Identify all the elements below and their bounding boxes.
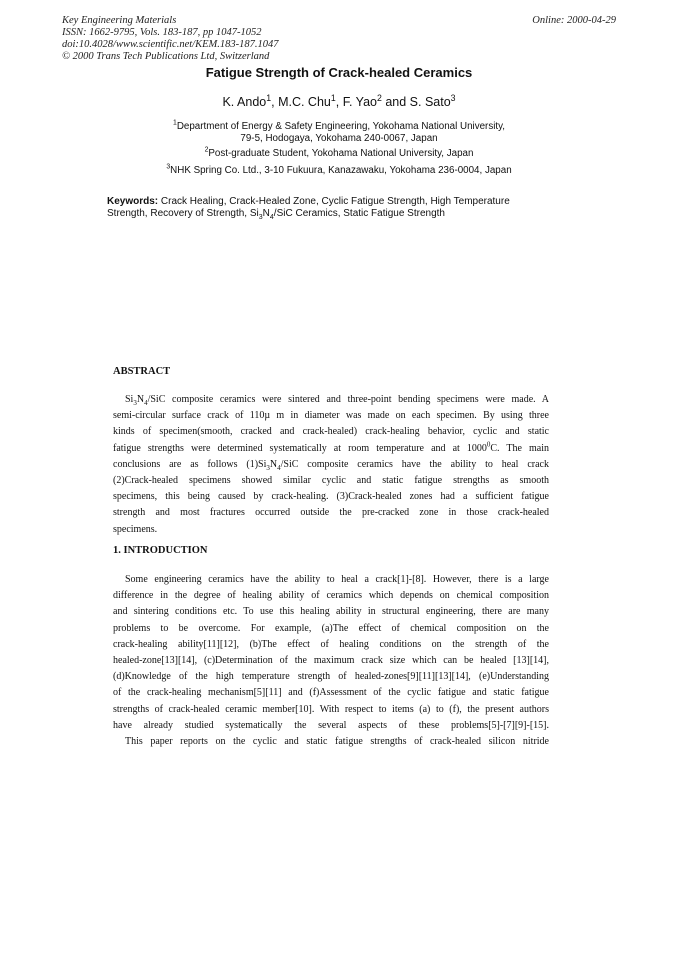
intro-heading: 1. INTRODUCTION <box>113 545 208 556</box>
abstract-text: fatigue strengths were determined systematically at room temperature and at 1000 <box>113 442 487 454</box>
author-affil-sup: 2 <box>376 92 382 103</box>
abstract-text: Si <box>125 394 134 405</box>
abstract-text: N <box>269 458 278 470</box>
copyright-line: © 2000 Trans Tech Publications Ltd, Switzerland <box>62 51 270 62</box>
affil-sup: 2 <box>204 146 209 154</box>
author-sep: , <box>271 95 279 109</box>
online-date: Online: 2000-04-29 <box>532 15 616 26</box>
intro-line: and sintering conditions etc. To use this healing ability in structural engineering, there are many <box>113 606 549 618</box>
subscript: 4 <box>144 399 148 407</box>
affil-line: Post-graduate Student, Yokohama National University, Japan <box>208 148 474 159</box>
subscript: 3 <box>258 214 263 221</box>
intro-line: (d)Knowledge of the high temperature strength of healed-zones[9][11][13][14], (e)Understanding <box>113 671 549 683</box>
affiliation-1 <box>0 121 678 145</box>
author-list <box>0 92 678 109</box>
intro-line: problems to be overcome. For example, (a)The effect of chemical composition on the <box>113 622 549 634</box>
author-name: S. Sato <box>409 95 451 109</box>
author-sep: and <box>381 95 410 109</box>
journal-name: Key Engineering Materials <box>62 15 177 26</box>
abstract-body <box>113 392 549 538</box>
intro-line: crack-healing ability[11][12], (b)The effect of healing conditions on the strength of the <box>113 638 549 650</box>
affiliation-3 <box>0 165 678 177</box>
keywords-block <box>107 196 567 220</box>
keywords-text: Crack Healing, Crack-Healed Zone, Cyclic Fatigue Strength, High Temperature <box>160 196 510 207</box>
keywords-text: Strength, Recovery of Strength, Si <box>107 208 259 219</box>
abstract-line: semi-circular surface crack of 110µ m in diameter was made on each specimen. By using three <box>113 410 549 422</box>
author-name: K. Ando <box>222 95 267 109</box>
abstract-line: kinds of specimen(smooth, cracked and crack-healed) crack-healing behavior, cyclic and static <box>113 426 549 438</box>
intro-line: difference in the degree of healing ability of ceramics which depends on chemical composition <box>113 590 549 602</box>
doi-line[interactable]: doi:10.4028/www.scientific.net/KEM.183-187.1047 <box>62 39 279 50</box>
author-affil-sup: 1 <box>330 92 336 103</box>
abstract-text: conclusions are as follows (1)Si <box>113 458 267 470</box>
keywords-label: Keywords: <box>107 196 159 207</box>
author-sep: , <box>335 95 343 109</box>
author-affil-sup: 1 <box>266 92 272 103</box>
intro-line: of the crack-healing mechanism[5][11] and (f)Assessment of the cyclic fatigue and static fatigue <box>113 687 549 699</box>
keywords-text: N <box>262 208 270 219</box>
paper-title: Fatigue Strength of Crack-healed Ceramics <box>205 65 473 80</box>
author-affil-sup: 3 <box>450 92 456 103</box>
author-name: F. Yao <box>342 95 377 109</box>
abstract-text: /SiC composite ceramics have the ability to heal crack <box>280 458 549 470</box>
intro-body <box>113 572 549 750</box>
subscript: 4 <box>269 214 274 221</box>
subscript: 4 <box>277 463 281 472</box>
abstract-text: /SiC composite ceramics were sintered and three-point bending specimens were made. A <box>147 394 549 405</box>
abstract-line: specimens, this being caused by crack-healing. (3)Crack-healed zones had a sufficient fatigue <box>113 491 549 503</box>
affil-sup: 3 <box>166 163 171 171</box>
intro-line: healed-zone[13][14], (c)Determination of the maximum crack size which can be healed [13][14], <box>113 655 549 667</box>
subscript: 3 <box>266 463 270 472</box>
superscript: 0 <box>486 440 491 449</box>
issn-line: ISSN: 1662-9795, Vols. 183-187, pp 1047-1052 <box>62 27 262 38</box>
affil-line: NHK Spring Co. Ltd., 3-10 Fukuura, Kanazawaku, Yokohama 236-0004, Japan <box>170 165 512 176</box>
abstract-line: (2)Crack-healed specimens showed similar cyclic and static fatigue strengths as smooth <box>113 475 549 487</box>
subscript: 3 <box>133 399 137 407</box>
affiliation-2 <box>0 148 678 160</box>
abstract-line: specimens. <box>113 523 158 535</box>
abstract-line: strength and most fractures occurred outside the pre-cracked zone in those crack-healed <box>113 507 549 519</box>
intro-line: have already studied systematically the several aspects of these problems[5]-[7][9]-[15]. <box>113 719 549 731</box>
abstract-text: C. The main <box>490 442 549 454</box>
affil-line: Department of Energy & Safety Engineering, Yokohama National University, <box>176 121 506 132</box>
affil-sup: 1 <box>172 119 177 127</box>
author-name: M.C. Chu <box>278 95 331 109</box>
intro-line: Some engineering ceramics have the ability to heal a crack[1]-[8]. However, there is a large <box>125 574 549 585</box>
intro-line: This paper reports on the cyclic and static fatigue strengths of crack-healed silicon nitride <box>125 736 549 748</box>
abstract-text: N <box>136 394 145 405</box>
keywords-text: /SiC Ceramics, Static Fatigue Strength <box>273 208 445 219</box>
affil-line: 79-5, Hodogaya, Yokohama 240-0067, Japan <box>240 133 438 144</box>
intro-line: strengths of crack-healed ceramic member[10]. With respect to items (a) to (f), the present authors <box>113 703 549 715</box>
abstract-heading: ABSTRACT <box>113 366 171 377</box>
